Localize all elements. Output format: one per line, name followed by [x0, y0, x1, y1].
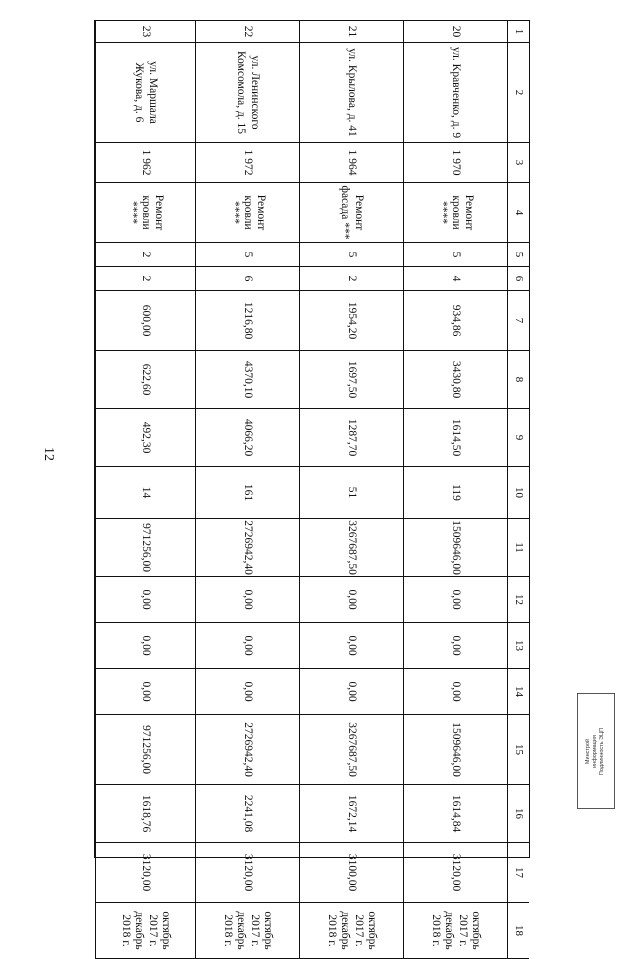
table-cell-r4-c13: 0,00 [95, 623, 195, 669]
table-cell-r2-c18: октябрь 2017 г. декабрь 2018 г. [299, 903, 403, 959]
table-cell-r2-c15: 3267687,50 [299, 715, 403, 785]
table-cell-r3-c17: 3120,00 [195, 843, 299, 903]
table-cell-r2-c7: 1954,20 [299, 291, 403, 351]
header-cell-12: 12 [507, 577, 529, 623]
header-cell-6: 6 [507, 267, 529, 291]
table-cell-r1-c17: 3120,00 [403, 843, 507, 903]
stamp-line-1: Минстрой [585, 738, 592, 764]
table-cell-r4-c10: 14 [95, 467, 195, 519]
table-cell-r3-c15: 2726942,40 [195, 715, 299, 785]
table-cell-r4-c7: 600,00 [95, 291, 195, 351]
table-grid [94, 20, 530, 950]
table-cell-r3-c6: 6 [195, 267, 299, 291]
header-cell-11: 11 [507, 519, 529, 577]
table-cell-r3-c12: 0,00 [195, 577, 299, 623]
table-cell-r3-c11: 2726942,40 [195, 519, 299, 577]
header-cell-17: 17 [507, 843, 529, 903]
header-cell-14: 14 [507, 669, 529, 715]
table-cell-r4-c2: ул. Маршала Жукова, д. 6 [95, 43, 195, 143]
table-cell-r3-c8: 4370,10 [195, 351, 299, 409]
table-cell-r1-c11: 1509646,00 [403, 519, 507, 577]
table-cell-r2-c10: 51 [299, 467, 403, 519]
table-cell-r2-c6: 2 [299, 267, 403, 291]
header-cell-10: 10 [507, 467, 529, 519]
table-cell-r2-c9: 1287,70 [299, 409, 403, 467]
table-cell-r4-c18: октябрь 2017 г. декабрь 2018 г. [95, 903, 195, 959]
header-cell-15: 15 [507, 715, 529, 785]
table-cell-r3-c10: 161 [195, 467, 299, 519]
table-cell-r2-c14: 0,00 [299, 669, 403, 715]
table-cell-r2-c1: 21 [299, 21, 403, 43]
header-cell-9: 9 [507, 409, 529, 467]
header-cell-16: 16 [507, 785, 529, 843]
table-cell-r3-c3: 1 972 [195, 143, 299, 183]
table-cell-r2-c13: 0,00 [299, 623, 403, 669]
stamp-text [586, 727, 607, 774]
header-cell-3: 3 [507, 143, 529, 183]
table-cell-r2-c17: 3100,00 [299, 843, 403, 903]
table-cell-r2-c16: 1672,14 [299, 785, 403, 843]
table-cell-r1-c16: 1614,84 [403, 785, 507, 843]
table-cell-r1-c4: Ремонт кровли **** [403, 183, 507, 243]
table-cell-r2-c8: 1697,50 [299, 351, 403, 409]
table-cell-r1-c10: 119 [403, 467, 507, 519]
table-cell-r1-c8: 3430,80 [403, 351, 507, 409]
header-cell-4: 4 [507, 183, 529, 243]
table-cell-r4-c9: 492,30 [95, 409, 195, 467]
table-cell-r4-c8: 622,60 [95, 351, 195, 409]
table-cell-r4-c11: 971256,00 [95, 519, 195, 577]
table-cell-r4-c14: 0,00 [95, 669, 195, 715]
table-cell-r1-c3: 1 970 [403, 143, 507, 183]
table-cell-r1-c15: 1509646,00 [403, 715, 507, 785]
table-cell-r3-c2: ул. Ленинского Комсомола, д. 15 [195, 43, 299, 143]
table-cell-r4-c5: 2 [95, 243, 195, 267]
table-cell-r1-c7: 934,86 [403, 291, 507, 351]
table-cell-r1-c2: ул. Кравченко, д. 9 [403, 43, 507, 143]
header-cell-7: 7 [507, 291, 529, 351]
header-cell-13: 13 [507, 623, 529, 669]
table-cell-r2-c3: 1 964 [299, 143, 403, 183]
table-cell-r2-c11: 3267687,50 [299, 519, 403, 577]
table-cell-r2-c2: ул. Крылова, д. 41 [299, 43, 403, 143]
table-cell-r4-c17: 3120,00 [95, 843, 195, 903]
table-cell-r1-c6: 4 [403, 267, 507, 291]
table-cell-r3-c16: 2241,08 [195, 785, 299, 843]
table-cell-r4-c4: Ремонт кровли **** [95, 183, 195, 243]
table-cell-r4-c6: 2 [95, 267, 195, 291]
table-cell-r3-c13: 0,00 [195, 623, 299, 669]
table-cell-r3-c14: 0,00 [195, 669, 299, 715]
table-cell-r1-c1: 20 [403, 21, 507, 43]
table-cell-r4-c3: 1 962 [95, 143, 195, 183]
stamp-line-3: Подлинность ЭЦП [599, 727, 606, 775]
header-cell-2: 2 [507, 43, 529, 143]
table-cell-r4-c15: 971256,00 [95, 715, 195, 785]
table-cell-r3-c9: 4066,20 [195, 409, 299, 467]
table-cell-r4-c16: 1618,76 [95, 785, 195, 843]
table-cell-r1-c13: 0,00 [403, 623, 507, 669]
table-cell-r4-c12: 0,00 [95, 577, 195, 623]
table-cell-r1-c5: 5 [403, 243, 507, 267]
header-cell-18: 18 [507, 903, 529, 959]
page-number: 12 [41, 447, 56, 461]
table-cell-r2-c4: Ремонт фасада *** [299, 183, 403, 243]
table-cell-r1-c14: 0,00 [403, 669, 507, 715]
table-cell-r3-c7: 1216,80 [195, 291, 299, 351]
table-cell-r3-c18: октябрь 2017 г. декабрь 2018 г. [195, 903, 299, 959]
electronic-signature-stamp [577, 693, 615, 809]
table-cell-r2-c5: 5 [299, 243, 403, 267]
table-cell-r1-c12: 0,00 [403, 577, 507, 623]
table-cell-r3-c1: 22 [195, 21, 299, 43]
table-cell-r3-c5: 5 [195, 243, 299, 267]
stamp-line-2: информация [592, 734, 599, 768]
header-cell-1: 1 [507, 21, 529, 43]
table-cell-r1-c18: октябрь 2017 г. декабрь 2018 г. [403, 903, 507, 959]
table-cell-r1-c9: 1614,50 [403, 409, 507, 467]
table-cell-r3-c4: Ремонт кровли **** [195, 183, 299, 243]
table-cell-r2-c12: 0,00 [299, 577, 403, 623]
header-cell-5: 5 [507, 243, 529, 267]
program-table [94, 20, 530, 950]
header-cell-8: 8 [507, 351, 529, 409]
table-cell-r4-c1: 23 [95, 21, 195, 43]
